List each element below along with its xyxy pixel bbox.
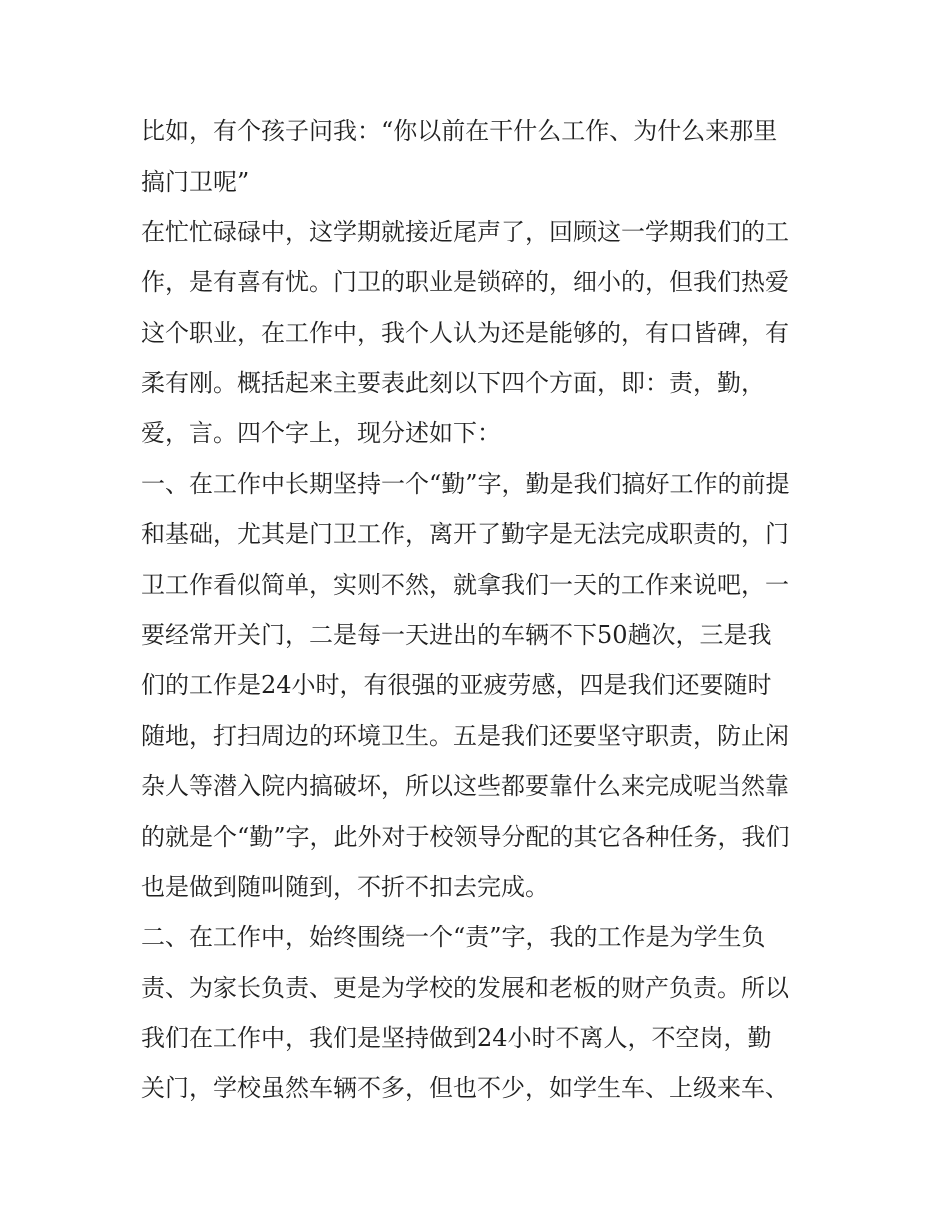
text-line: 也是做到随叫随到，不折不扣去完成。 — [141, 873, 549, 901]
text-line: 责、为家长负责、更是为学校的发展和老板的财产负责。所以 — [141, 974, 789, 1002]
text-line: 二、在工作中，始终围绕一个“责”字，我的工作是为学生负 — [141, 923, 766, 951]
text-line: 的就是个“勤”字，此外对于校领导分配的其它各种任务，我们 — [141, 823, 790, 851]
text-line: 这个职业，在工作中，我个人认为还是能够的，有口皆碑，有 — [141, 319, 789, 347]
text-line: 比如，有个孩子问我：“你以前在干什么工作、为什么来那里 — [141, 117, 778, 145]
text-line: 在忙忙碌碌中，这学期就接近尾声了，回顾这一学期我们的工 — [141, 218, 789, 246]
text-line: 我们在工作中，我们是坚持做到24小时不离人，不空岗，勤 — [141, 1024, 772, 1052]
text-line: 柔有刚。概括起来主要表此刻以下四个方面，即：责，勤， — [141, 369, 765, 397]
text-line: 要经常开关门，二是每一天进出的车辆不下50趟次，三是我 — [141, 621, 772, 649]
text-line: 和基础，尤其是门卫工作，离开了勤字是无法完成职责的，门 — [141, 520, 789, 548]
text-line: 搞门卫呢” — [141, 168, 250, 196]
text-line: 作，是有喜有忧。门卫的职业是锁碎的，细小的，但我们热爱 — [141, 268, 789, 296]
text-line: 随地，打扫周边的环境卫生。五是我们还要坚守职责，防止闲 — [141, 722, 789, 750]
text-line: 卫工作看似简单，实则不然，就拿我们一天的工作来说吧，一 — [141, 571, 789, 599]
text-line: 杂人等潜入院内搞破坏，所以这些都要靠什么来完成呢当然靠 — [141, 772, 789, 800]
text-line: 一、在工作中长期坚持一个“勤”字，勤是我们搞好工作的前提 — [141, 470, 790, 498]
text-line: 爱，言。四个字上，现分述如下： — [141, 419, 501, 447]
text-line: 关门，学校虽然车辆不多，但也不少，如学生车、上级来车、 — [141, 1074, 789, 1102]
text-line: 们的工作是24小时，有很强的亚疲劳感，四是我们还要随时 — [141, 671, 772, 699]
